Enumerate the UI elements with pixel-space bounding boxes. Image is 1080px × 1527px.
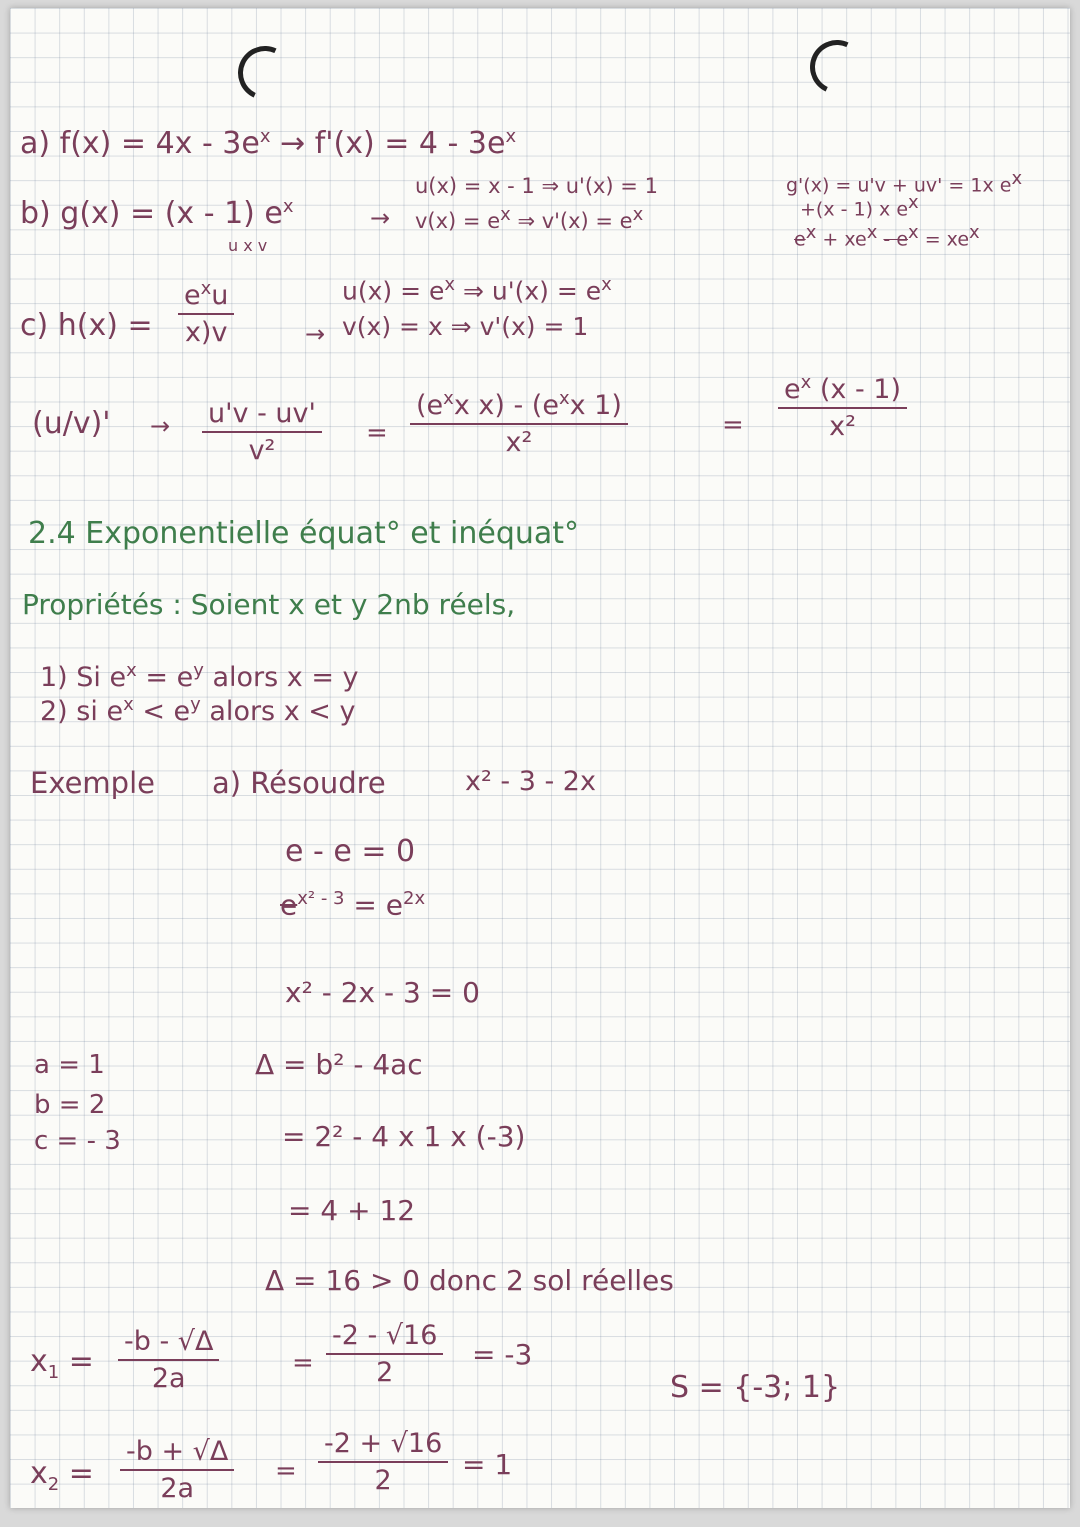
property-1-b-exp: y xyxy=(193,660,204,681)
line-b-res1-text: g'(x) = u'v + uv' = 1x e xyxy=(786,174,1012,197)
quotient-lhs: (u/v)' xyxy=(32,406,111,441)
line-b-res2-exp: x xyxy=(908,192,919,213)
example-line-2 xyxy=(280,888,425,921)
line-a-arrow: → xyxy=(280,126,306,161)
line-b-under: u x v xyxy=(228,236,268,255)
line-c-u-exp: x xyxy=(444,274,456,295)
line-b-lhs: g(x) = (x - 1) e xyxy=(60,196,283,231)
line-b-res3b: + xe xyxy=(822,228,867,251)
line-b-res1-exp: x xyxy=(1011,168,1023,189)
property-2-b: < e xyxy=(142,696,191,727)
x1-formula xyxy=(118,1326,219,1394)
quotient-fraction-1 xyxy=(202,398,322,466)
line-a-lhs: f(x) = 4x - 3e xyxy=(59,126,260,161)
line-c-num-exp: x xyxy=(200,278,212,299)
quotient-f2-den: x² xyxy=(505,427,533,458)
line-c-v: v(x) = x ⇒ v'(x) = 1 xyxy=(342,312,589,341)
coef-b: b = 2 xyxy=(34,1090,106,1120)
binder-hole-right xyxy=(802,32,871,101)
example-line-2-a-exp: x² - 3 xyxy=(297,888,345,909)
coef-a: a = 1 xyxy=(34,1050,105,1080)
example-line-2-a: e xyxy=(280,888,298,922)
quotient-f3-a: e xyxy=(784,374,801,405)
example-line-2-b-exp: 2x xyxy=(403,888,426,909)
example-line-3: x² - 2x - 3 = 0 xyxy=(285,976,480,1009)
line-c-num xyxy=(178,278,234,315)
property-2 xyxy=(40,694,355,727)
line-b-res3 xyxy=(794,222,980,250)
line-c-label: c) h(x) = xyxy=(20,308,153,343)
line-a-label: a) xyxy=(20,126,51,161)
line-b-res3c: - e xyxy=(883,228,909,251)
x2-eq: = xyxy=(68,1456,94,1491)
line-b-label: b) xyxy=(20,196,51,231)
x1-eq: = xyxy=(68,1344,94,1379)
x1-numeric-num: -2 - √16 xyxy=(326,1320,443,1355)
line-c-u-text: u(x) = e xyxy=(342,276,445,306)
line-c-uprime-exp: x xyxy=(601,274,612,295)
example-line-1: e - e = 0 xyxy=(285,834,416,869)
property-1-a: 1) Si e xyxy=(40,662,127,693)
example-line-2-b: = e xyxy=(353,888,403,922)
line-b-vprime-exp: x xyxy=(632,204,644,225)
line-c-num-base: e xyxy=(184,280,201,311)
quotient-arrow: → xyxy=(150,412,171,440)
line-b-v-exp: x xyxy=(500,204,511,225)
quotient-eq2: = xyxy=(722,410,744,440)
x2-eq2: = xyxy=(275,1456,297,1486)
property-2-a: 2) si e xyxy=(40,696,124,727)
delta-line-1: Δ = b² - 4ac xyxy=(255,1048,423,1081)
line-b-res3d: = xe xyxy=(924,228,970,251)
solution-set: S = {-3; 1} xyxy=(670,1370,841,1405)
quotient-f2-exp1: x xyxy=(443,388,454,409)
line-b-u: u(x) = x - 1 ⇒ u'(x) = 1 xyxy=(415,174,658,198)
example-exp-expression: x² - 3 - 2x xyxy=(465,766,596,797)
x1-eq2: = xyxy=(292,1348,314,1378)
x2-sub: 2 xyxy=(47,1474,60,1495)
x1-label xyxy=(30,1344,94,1383)
x1-result: = -3 xyxy=(472,1338,533,1371)
property-1 xyxy=(40,660,359,693)
quotient-f3-exp: x xyxy=(800,372,812,393)
quotient-f2-a: (e xyxy=(416,390,444,421)
line-a-rhs: f'(x) = 4 - 3e xyxy=(314,126,506,161)
line-b-vprime: ⇒ v'(x) = e xyxy=(517,209,633,233)
x1-numeric xyxy=(326,1320,443,1388)
delta-line-4: Δ = 16 > 0 donc 2 sol réelles xyxy=(265,1264,674,1297)
quotient-fraction-3 xyxy=(778,372,907,442)
properties-title: Propriétés : Soient x et y 2nb réels, xyxy=(22,588,516,621)
x1-formula-num: -b - √Δ xyxy=(118,1326,219,1361)
line-b-v-text: v(x) = e xyxy=(415,209,501,233)
example-task: a) Résoudre xyxy=(212,766,386,800)
binder-hole-left xyxy=(230,38,299,107)
quotient-fraction-2 xyxy=(410,388,628,458)
property-2-exp: x xyxy=(123,694,134,715)
line-c-uprime: ⇒ u'(x) = e xyxy=(462,276,602,306)
x2-numeric-num: -2 + √16 xyxy=(318,1428,448,1463)
property-1-c: alors x = y xyxy=(212,662,359,693)
quotient-f2-num xyxy=(410,388,628,425)
line-c-fraction xyxy=(178,278,234,348)
x2-var: x xyxy=(30,1456,48,1491)
line-b-v xyxy=(415,204,643,233)
x1-sub: 1 xyxy=(47,1362,60,1383)
quotient-f3-num xyxy=(778,372,907,409)
line-b-res3d-exp: x xyxy=(969,222,980,243)
line-b-exp: x xyxy=(282,196,294,217)
x2-numeric xyxy=(318,1428,448,1496)
line-c-arrow: → xyxy=(305,320,326,348)
property-1-b: = e xyxy=(145,662,194,693)
line-c-u xyxy=(342,274,612,305)
line-b-res3b-exp: x xyxy=(866,222,878,243)
line-c-den: x)v xyxy=(184,317,228,348)
line-b xyxy=(20,196,294,231)
notebook-page xyxy=(10,8,1070,1508)
x2-formula xyxy=(120,1436,234,1504)
x2-label xyxy=(30,1456,94,1495)
x2-formula-num: -b + √Δ xyxy=(120,1436,234,1471)
delta-line-2: = 2² - 4 x 1 x (-3) xyxy=(282,1120,526,1153)
delta-line-3: = 4 + 12 xyxy=(288,1194,416,1227)
x2-result: = 1 xyxy=(462,1448,513,1481)
quotient-f2-c: x 1) xyxy=(569,390,622,421)
line-b-arrow: → xyxy=(370,204,391,232)
quotient-f1-num: u'v - uv' xyxy=(202,398,322,433)
x2-numeric-den: 2 xyxy=(374,1465,392,1496)
x1-numeric-den: 2 xyxy=(376,1357,394,1388)
x1-var: x xyxy=(30,1344,48,1379)
quotient-f2-exp2: x xyxy=(558,388,570,409)
line-b-res2-text: +(x - 1) x e xyxy=(800,198,909,221)
x1-formula-den: 2a xyxy=(151,1363,186,1394)
section-title: 2.4 Exponentielle équat° et inéquat° xyxy=(28,516,580,551)
coef-c: c = - 3 xyxy=(34,1126,121,1156)
property-1-exp: x xyxy=(126,660,137,681)
line-b-res3a: e xyxy=(794,228,806,251)
line-a xyxy=(20,126,516,161)
x2-formula-den: 2a xyxy=(160,1473,195,1504)
property-2-c: alors x < y xyxy=(209,696,356,727)
line-b-res3a-exp: x xyxy=(805,222,817,243)
quotient-eq: = xyxy=(366,418,388,448)
quotient-f3-den: x² xyxy=(829,411,856,442)
quotient-f3-b: (x - 1) xyxy=(811,374,901,405)
quotient-f2-b: x x) - (e xyxy=(453,390,559,421)
quotient-f1-den: v² xyxy=(248,435,276,466)
line-a-exp: x xyxy=(259,126,271,147)
line-a-rhs-exp: x xyxy=(505,126,517,147)
property-2-b-exp: y xyxy=(190,694,201,715)
example-label: Exemple xyxy=(30,766,155,800)
line-b-res2 xyxy=(800,192,919,220)
line-b-res3c-exp: x xyxy=(908,222,919,243)
line-c-num-tag: u xyxy=(211,280,229,311)
